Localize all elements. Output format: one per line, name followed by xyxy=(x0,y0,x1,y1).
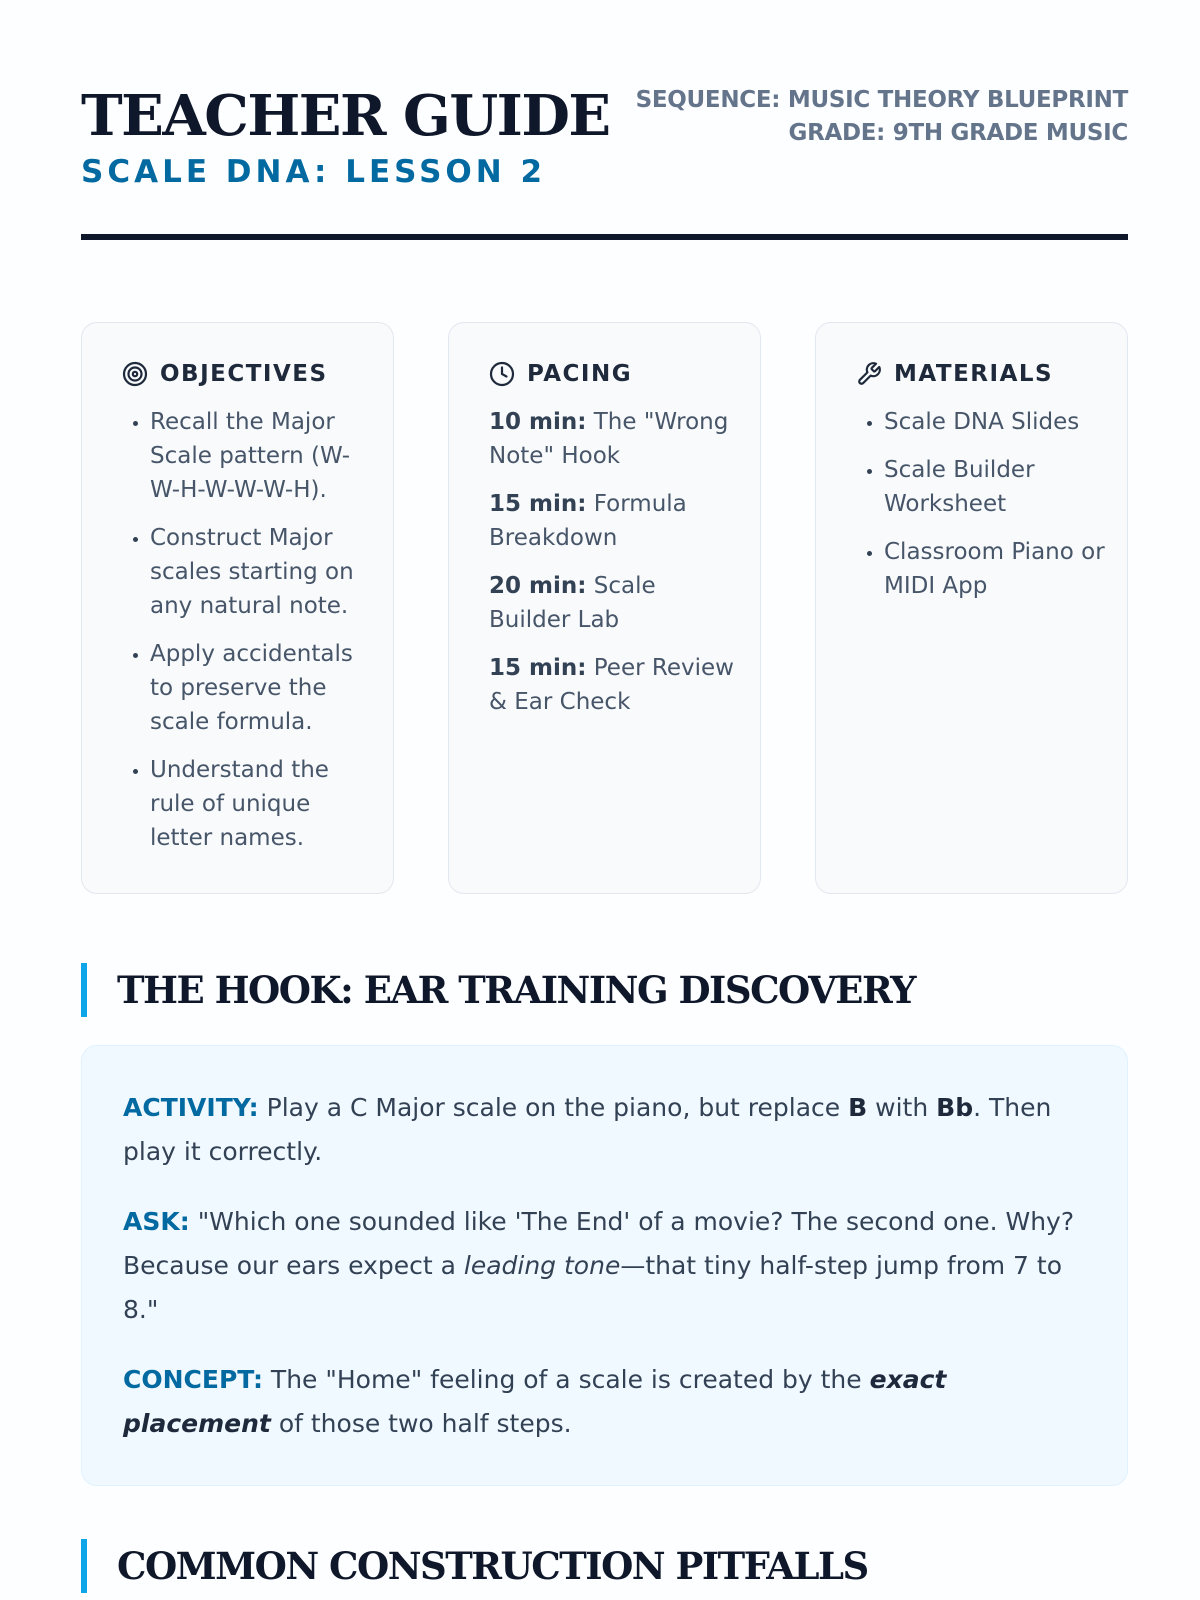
materials-header xyxy=(856,361,1107,387)
list-item: • Understand the rule of unique letter names. xyxy=(150,753,373,855)
pacing-text: Formula Breakdown xyxy=(489,491,687,551)
concept-label: CONCEPT: xyxy=(123,1365,263,1394)
hook-section-title: THE HOOK: EAR TRAINING DISCOVERY xyxy=(81,963,1128,1017)
ask-label: ASK: xyxy=(123,1207,190,1236)
pacing-item xyxy=(489,651,740,719)
pacing-text: Scale Builder Lab xyxy=(489,573,656,633)
list-item: • Scale Builder Worksheet xyxy=(884,453,1107,521)
note-b: B xyxy=(848,1093,868,1122)
target-icon xyxy=(122,361,148,387)
ask-text: "Which one sounded like 'The End' of a movie? The second one. Why? Because our ears expect a xyxy=(123,1207,1075,1280)
list-item: • Construct Major scales starting on any natural note. xyxy=(150,521,373,623)
pacing-time: 15 min: xyxy=(489,491,587,517)
objectives-title: OBJECTIVES xyxy=(160,361,328,387)
list-item: • Recall the Major Scale pattern (W-W-H-W-W-W-H). xyxy=(150,405,373,507)
concept-text: The "Home" feeling of a scale is created by the xyxy=(270,1365,862,1394)
materials-list xyxy=(856,405,1107,603)
pitfalls-section-title: COMMON CONSTRUCTION PITFALLS xyxy=(81,1539,1128,1593)
list-item: • Scale DNA Slides xyxy=(884,405,1107,439)
wrench-icon xyxy=(856,361,882,387)
grade-label: GRADE: 9TH GRADE MUSIC xyxy=(788,120,1128,146)
header-divider xyxy=(81,234,1128,240)
note-bb: Bb xyxy=(936,1093,974,1122)
activity-label: ACTIVITY: xyxy=(123,1093,259,1122)
pacing-time: 20 min: xyxy=(489,573,587,599)
objectives-header xyxy=(122,361,373,387)
lesson-subtitle: SCALE DNA: LESSON 2 xyxy=(81,154,547,190)
materials-card xyxy=(815,322,1128,894)
leading-tone-term: leading tone xyxy=(463,1251,621,1280)
page-title: TEACHER GUIDE xyxy=(81,83,610,149)
pacing-time: 15 min: xyxy=(489,655,587,681)
ask-text: —that tiny half-step jump from 7 to 8." xyxy=(123,1251,1063,1324)
pacing-card xyxy=(448,322,761,894)
list-item: • Apply accidentals to preserve the scale formula. xyxy=(150,637,373,739)
pacing-time: 10 min: xyxy=(489,409,587,435)
clock-icon xyxy=(489,361,515,387)
activity-paragraph xyxy=(123,1086,1087,1174)
pacing-item xyxy=(489,487,740,555)
overview-cards xyxy=(81,322,1128,894)
list-item: • Classroom Piano or MIDI App xyxy=(884,535,1107,603)
concept-text: of those two half steps. xyxy=(278,1409,572,1438)
concept-paragraph xyxy=(123,1358,1087,1446)
activity-text: Play a C Major scale on the piano, but replace xyxy=(266,1093,841,1122)
pacing-text: Peer Review & Ear Check xyxy=(489,655,734,715)
activity-text: with xyxy=(875,1093,929,1122)
objectives-list xyxy=(122,405,373,855)
exact-placement-term: exact placement xyxy=(123,1365,947,1438)
pacing-item xyxy=(489,569,740,637)
sequence-label: SEQUENCE: MUSIC THEORY BLUEPRINT xyxy=(635,87,1128,113)
ask-paragraph xyxy=(123,1200,1087,1332)
page-header xyxy=(81,84,1128,190)
lesson-meta xyxy=(636,84,1128,150)
pacing-item xyxy=(489,405,740,473)
hook-panel xyxy=(81,1045,1128,1486)
pacing-header xyxy=(489,361,740,387)
pacing-text: The "Wrong Note" Hook xyxy=(489,409,729,469)
activity-text: . Then play it correctly. xyxy=(123,1093,1052,1166)
materials-title: MATERIALS xyxy=(894,361,1054,387)
pacing-title: PACING xyxy=(527,361,633,387)
objectives-card xyxy=(81,322,394,894)
